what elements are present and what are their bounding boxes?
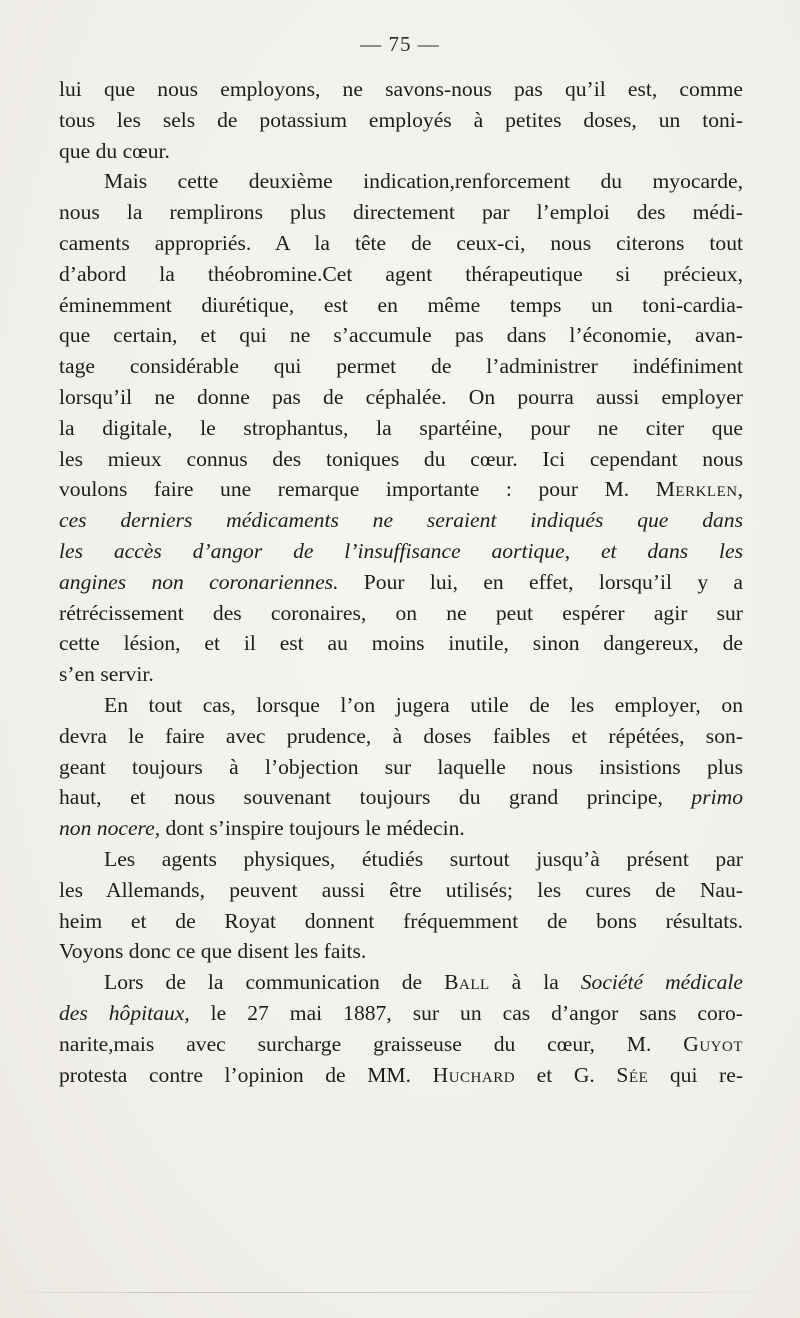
- text-line: les accès d’angor de l’insuffisance aortique, et dans les: [59, 538, 744, 563]
- text-line: tage considérable qui permet de l’administrer indéfiniment: [59, 354, 743, 379]
- text-line: non nocere, dont s’inspire toujours le médecin.: [59, 816, 465, 841]
- text-line: s’en servir.: [59, 662, 154, 687]
- text-line: heim et de Royat donnent fréquemment de bons résultats.: [59, 908, 743, 933]
- text-line: En tout cas, lorsque l’on jugera utile de les employer, on: [104, 692, 743, 717]
- text-line: rétrécissement des coronaires, on ne peut espérer agir sur: [59, 600, 743, 625]
- page-number: — 75 —: [360, 32, 440, 56]
- text-line: lui que nous employons, ne savons-nous pas qu’il est, comme: [59, 77, 743, 101]
- text-line: d’abord la théobromine.Cet agent thérapeutique si précieux,: [59, 261, 743, 286]
- text-line: les Allemands, peuvent aussi être utilisés; les cures de Nau-: [59, 877, 743, 902]
- text-line: Les agents physiques, étudiés surtout jusqu’à présent par: [104, 846, 743, 871]
- text-line: ces derniers médicaments ne seraient indiqués que dans: [59, 508, 743, 533]
- text-line: la digitale, le strophantus, la spartéine, pour ne citer que: [59, 415, 743, 440]
- text-line: caments appropriés. A la tête de ceux-ci, nous citerons tout: [59, 230, 743, 255]
- text-line: haut, et nous souvenant toujours du grand principe, primo: [59, 785, 743, 810]
- text-line: Mais cette deuxième indication,renforcement du myocarde,: [104, 169, 743, 194]
- text-line: Voyons donc ce que disent les faits.: [59, 939, 367, 964]
- text-line: des hôpitaux, le 27 mai 1887, sur un cas d’angor sans coro-: [59, 1000, 743, 1025]
- text-line: que certain, et qui ne s’accumule pas dans l’économie, avan-: [59, 323, 743, 348]
- text-line: les mieux connus des toniques du cœur. Ici cependant nous: [59, 446, 743, 471]
- text-line: devra le faire avec prudence, à doses faibles et répétées, son-: [59, 723, 743, 748]
- text-line: angines non coronariennes. Pour lui, en effet, lorsqu’il y a: [59, 569, 743, 594]
- text-line: geant toujours à l’objection sur laquelle nous insistions plus: [59, 754, 743, 779]
- text-line: Lors de la communication de Ball à la Société médicale: [104, 970, 744, 995]
- text-line: tous les sels de potassium employés à petites doses, un toni-: [59, 107, 743, 132]
- text-line: protesta contre l’opinion de MM. Huchard et G. Sée qui re-: [59, 1062, 744, 1087]
- text-line: cette lésion, et il est au moins inutile, sinon dangereux, de: [59, 631, 743, 656]
- text-line: narite,mais avec surcharge graisseuse du cœur, M. Guyot: [59, 1031, 743, 1056]
- text-line: que du cœur.: [59, 138, 170, 163]
- text-line: voulons faire une remarque importante : pour M. Merklen,: [59, 477, 743, 502]
- body-text: [59, 74, 743, 1090]
- text-line: éminemment diurétique, est en même temps un toni-cardia-: [59, 292, 743, 317]
- text-line: nous la remplirons plus directement par l’emploi des médi-: [59, 200, 743, 225]
- text-line: lorsqu’il ne donne pas de céphalée. On pourra aussi employer: [59, 384, 743, 409]
- page-bottom-edge: [0, 1292, 800, 1293]
